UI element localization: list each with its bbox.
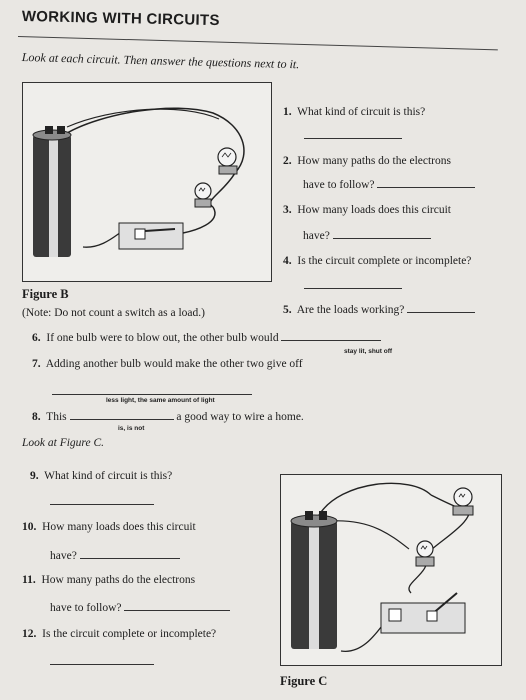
q3-text: How many loads does this circuit — [297, 204, 452, 216]
q3-number: 3. — [283, 204, 292, 216]
worksheet-title: WORKING WITH CIRCUITS — [21, 8, 220, 30]
q5-text: Are the loads working? — [296, 304, 405, 316]
q11-text: How many paths do the electrons — [41, 574, 196, 586]
q2-text: How many paths do the electrons — [297, 155, 451, 167]
q11-answer-line[interactable] — [124, 609, 230, 611]
q1 — [283, 106, 425, 118]
q2 — [283, 155, 451, 167]
q8-text-a: This — [46, 411, 67, 423]
q4-number: 4. — [283, 255, 292, 267]
q8-text-b: a good way to wire a home. — [176, 411, 304, 423]
q2-answer-line[interactable] — [377, 186, 475, 188]
q9-number: 9. — [30, 470, 39, 482]
q4 — [283, 255, 471, 267]
q2-text2: have to follow? — [303, 179, 375, 191]
q8-answer-line[interactable] — [70, 418, 174, 420]
q12 — [22, 628, 216, 640]
title-rule — [18, 36, 498, 50]
q3-text2: have? — [303, 230, 330, 242]
q3 — [283, 204, 451, 216]
q2-number: 2. — [283, 155, 292, 167]
q11-line2 — [50, 602, 230, 614]
q6-answer-choices: stay lit, shut off — [344, 348, 393, 355]
q8-answer-choices: is, is not — [118, 425, 145, 432]
q10-line2 — [50, 550, 180, 562]
q5-number: 5. — [283, 304, 292, 316]
figure-c-circuit-illustration — [281, 475, 501, 665]
q12-number: 12. — [22, 628, 37, 640]
q1-text: What kind of circuit is this? — [297, 106, 426, 118]
q8 — [32, 411, 304, 423]
q4-answer-line[interactable] — [304, 288, 402, 289]
q10 — [22, 521, 196, 533]
figure-c-box — [280, 474, 502, 666]
q1-number: 1. — [283, 106, 292, 118]
q10-answer-line[interactable] — [80, 557, 180, 559]
figure-b-note: (Note: Do not count a switch as a load.) — [22, 307, 205, 319]
q6-number: 6. — [32, 332, 41, 344]
q9-text: What kind of circuit is this? — [44, 470, 173, 482]
q7-number: 7. — [32, 358, 41, 370]
q7-text: Adding another bulb would make the other two give off — [45, 358, 303, 370]
q11 — [22, 574, 195, 586]
q7-answer-line[interactable] — [52, 394, 252, 395]
q3-answer-line[interactable] — [333, 237, 431, 239]
q12-text: Is the circuit complete or incomplete? — [42, 628, 217, 640]
q1-answer-line[interactable] — [304, 138, 402, 139]
q6 — [32, 332, 381, 344]
q5-answer-line[interactable] — [407, 311, 475, 313]
q10-text2: have? — [50, 550, 77, 562]
instructions: Look at each circuit. Then answer the questions next to it. — [21, 50, 300, 72]
q12-answer-line[interactable] — [50, 664, 154, 665]
q6-text: If one bulb were to blow out, the other bulb would — [46, 332, 279, 344]
figure-c-intro: Look at Figure C. — [22, 437, 104, 449]
q11-text2: have to follow? — [50, 602, 122, 614]
figure-b-label: Figure B — [22, 287, 69, 301]
q2-line2 — [303, 179, 475, 191]
q7-answer-choices: less light, the same amount of light — [106, 397, 215, 404]
q10-text: How many loads does this circuit — [42, 521, 196, 533]
q11-number: 11. — [22, 574, 36, 586]
figure-b-circuit-illustration — [23, 83, 271, 281]
q9 — [30, 470, 172, 482]
q7 — [32, 358, 303, 370]
q4-text: Is the circuit complete or incomplete? — [297, 255, 472, 267]
q6-answer-line[interactable] — [281, 339, 381, 341]
q3-line2 — [303, 230, 431, 242]
q5 — [283, 304, 475, 316]
q10-number: 10. — [22, 521, 37, 533]
q9-answer-line[interactable] — [50, 504, 154, 505]
q8-number: 8. — [32, 411, 41, 423]
figure-b-box — [22, 82, 272, 282]
figure-c-label: Figure C — [280, 674, 328, 688]
